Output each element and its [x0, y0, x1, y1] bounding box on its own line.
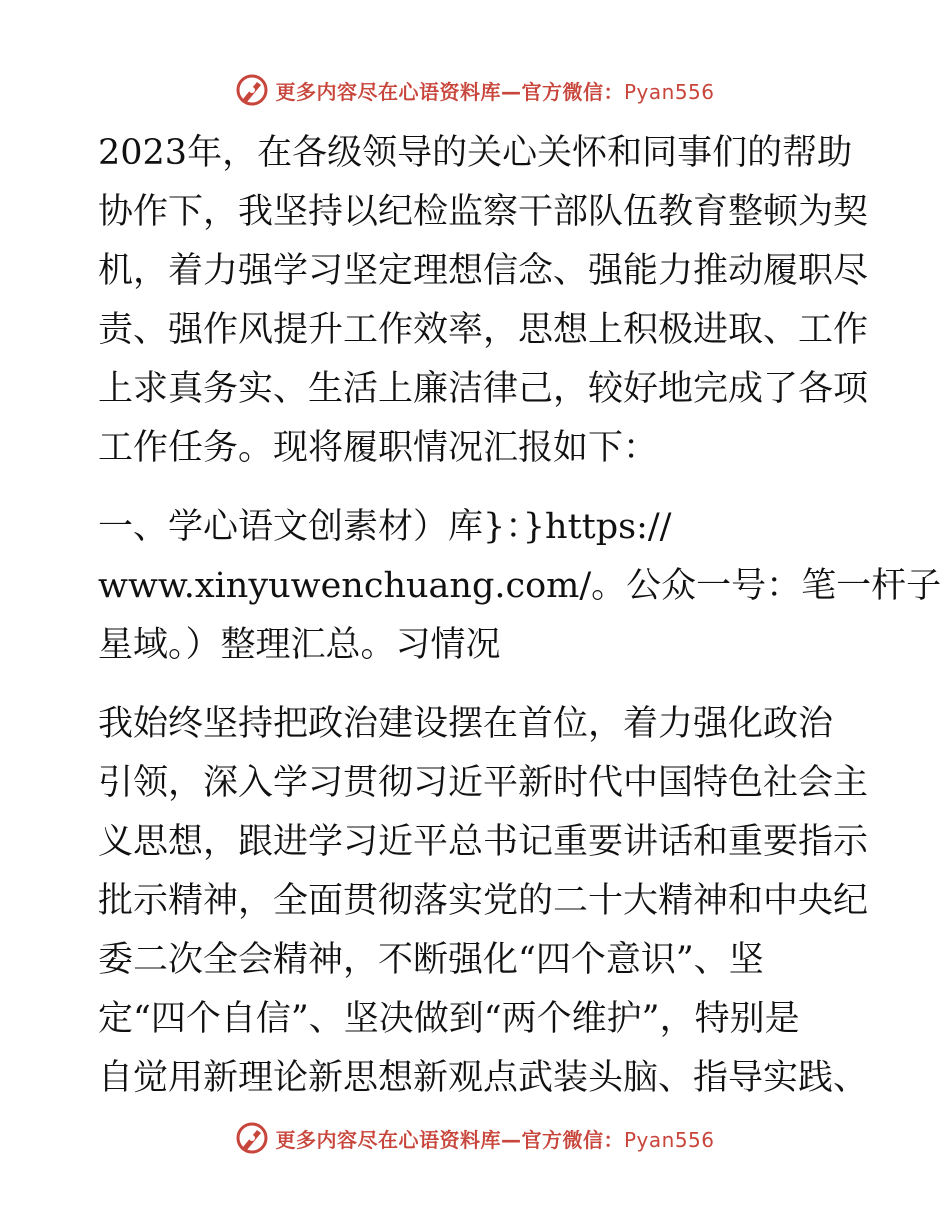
text-line: 引领，深入学习贯彻习近平新时代中国特色社会主 — [98, 763, 869, 803]
text-line: www.xinyuwenchuang.com/。公众一号：笔一杆子 — [98, 566, 942, 606]
pen-circle-logo-icon — [235, 73, 269, 107]
header-watermark — [0, 70, 950, 110]
text-line: 一、学心语文创素材）库}：}https:// — [98, 507, 672, 547]
pen-circle-logo-icon — [235, 1121, 269, 1155]
watermark-wechat-id: Pyan556 — [623, 79, 715, 104]
text-line: 委二次全会精神，不断强化“四个意识”、坚 — [98, 940, 764, 980]
watermark-text — [275, 76, 714, 105]
text-line: 协作下，我坚持以纪检监察干部队伍教育整顿为契 — [98, 192, 869, 232]
watermark-text-cn: 更多内容尽在心语资料库—官方微信： — [275, 79, 624, 104]
text-line: 工作任务。现将履职情况汇报如下： — [98, 428, 659, 468]
paragraph-intro — [98, 124, 869, 478]
text-line: 星域。）整理汇总。习情况 — [98, 625, 501, 665]
text-line: 上求真务实、生活上廉洁律己，较好地完成了各项 — [98, 369, 869, 409]
footer-watermark — [0, 1118, 950, 1158]
text-line: 批示精神，全面贯彻落实党的二十大精神和中央纪 — [98, 881, 869, 921]
paragraph-section-heading — [98, 498, 942, 675]
watermark-wechat-id: Pyan556 — [623, 1127, 715, 1152]
document-body — [98, 124, 942, 1128]
text-line: 定“四个自信”、坚决做到“两个维护”，特别是 — [98, 999, 800, 1039]
text-line: 自觉用新理论新思想新观点武装头脑、指导实践、 — [98, 1058, 869, 1098]
watermark-text-cn: 更多内容尽在心语资料库—官方微信： — [275, 1127, 624, 1152]
text-line: 我始终坚持把政治建设摆在首位，着力强化政治 — [98, 704, 834, 744]
paragraph-body — [98, 695, 869, 1108]
text-line: 2023年，在各级领导的关心关怀和同事们的帮助 — [98, 133, 853, 173]
text-line: 机，着力强学习坚定理想信念、强能力推动履职尽 — [98, 251, 869, 291]
text-line: 义思想，跟进学习近平总书记重要讲话和重要指示 — [98, 822, 869, 862]
text-line: 责、强作风提升工作效率，思想上积极进取、工作 — [98, 310, 869, 350]
watermark-text — [275, 1124, 714, 1153]
